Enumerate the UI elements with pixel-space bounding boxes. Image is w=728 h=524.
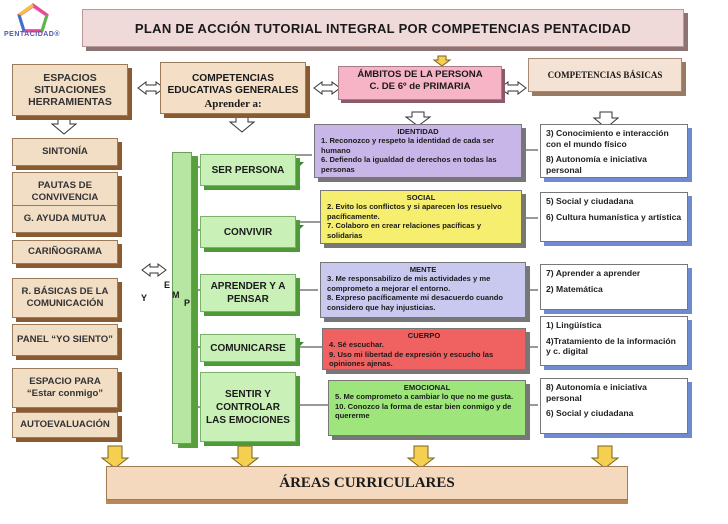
competencia-basica-line: 7) Aprender a aprender <box>546 268 641 278</box>
competencias-title: COMPETENCIAS EDUCATIVAS GENERALES <box>167 73 299 96</box>
competencia-basica-box <box>540 316 688 366</box>
competencia-basica-line: 8) Autonomía e iniciativa personal <box>546 154 647 175</box>
ambito-title: MENTE <box>409 265 437 274</box>
logo-text: PENTACIDAD® <box>3 31 61 38</box>
space-box: CARIÑOGRAMA <box>12 240 118 264</box>
competencia-basica-box <box>540 124 688 178</box>
competencia-basica-box <box>540 378 688 434</box>
ambito-title: SOCIAL <box>406 193 436 202</box>
column-letter-p: P <box>184 298 191 308</box>
ambito-box <box>320 262 526 318</box>
header-competencias <box>160 62 306 114</box>
competencia-basica-line: 4)Tratamiento de la información y c. digital <box>546 335 676 356</box>
space-box: SINTONÍA <box>12 138 118 166</box>
ambito-box <box>322 328 526 370</box>
competencia-basica-box <box>540 192 688 242</box>
space-box: PANEL “YO SIENTO” <box>12 324 118 356</box>
competencia-basica-line: 8) Autonomía e iniciativa personal <box>546 382 647 403</box>
competencia-box: APRENDER Y A PENSAR <box>200 274 296 312</box>
ambito-line: 1. Reconozco y respeto la identidad de cada ser humano <box>321 136 495 155</box>
ambito-title: CUERPO <box>407 331 441 340</box>
space-box: G. AYUDA MUTUA <box>12 205 118 233</box>
ambito-line: 7. Colaboro en crear relaciones pacíficas y solidarias <box>327 221 482 240</box>
ambito-line: 3. Me responsabilizo de mis actividades y me comprometo a mejorar el entorno. <box>327 274 491 293</box>
competencia-basica-line: 5) Social y ciudadana <box>546 196 634 206</box>
space-box: AUTOEVALUACIÓN <box>12 412 118 438</box>
header-ambitos: ÁMBITOS DE LA PERSONA C. DE 6º de PRIMARIA <box>338 66 502 100</box>
competencia-basica-line: 6) Social y ciudadana <box>546 408 634 418</box>
ambito-box <box>320 190 522 244</box>
competencia-basica-line: 6) Cultura humanística y artística <box>546 211 682 222</box>
column-letter-y: Y <box>141 293 148 303</box>
ambito-line: 4. Sé escuchar. <box>329 340 384 350</box>
competencia-basica-line: 1) Lingüística <box>546 320 602 330</box>
competencia-box: COMUNICARSE <box>200 334 296 362</box>
space-box: PAUTAS DE CONVIVENCIA <box>12 172 118 212</box>
ambito-title: EMOCIONAL <box>403 383 451 392</box>
space-box: R. BÁSICAS DE LA COMUNICACIÓN <box>12 278 118 318</box>
areas-curriculares: ÁREAS CURRICULARES <box>106 466 628 500</box>
ambito-line: 5. Me comprometo a cambiar lo que no me gusta. <box>335 392 514 402</box>
competencia-box: CONVIVIR <box>200 216 296 248</box>
column-letter-e: E <box>164 280 171 290</box>
header-espacios: ESPACIOS SITUACIONES HERRAMIENTAS <box>12 64 128 116</box>
competencias-subtitle: Aprender a: <box>204 98 262 110</box>
space-box: ESPACIO PARA “Estar conmigo” <box>12 368 118 408</box>
competencia-box: SER PERSONA <box>200 154 296 186</box>
ambito-line: 2. Evito los conflictos y si aparecen los resuelvo pacíficamente. <box>327 202 502 221</box>
ambito-box <box>314 124 522 178</box>
competencia-basica-line: 3) Conocimiento e interacción con el mundo físico <box>546 128 669 149</box>
competencia-basica-line: 2) Matemática <box>546 283 603 294</box>
ambito-box <box>328 380 526 436</box>
ambito-title: IDENTIDAD <box>397 127 439 136</box>
competencia-basica-box <box>540 264 688 310</box>
competencia-box: SENTIR Y CONTROLAR LAS EMOCIONES <box>200 372 296 442</box>
page-title: PLAN DE ACCIÓN TUTORIAL INTEGRAL POR COMPETENCIAS PENTACIDAD <box>82 9 684 47</box>
ambito-line: 8. Expreso pacíficamente mi desacuerdo cuando considero que hay injusticias. <box>327 293 503 312</box>
header-competencias-basicas: COMPETENCIAS BÁSICAS <box>528 58 682 92</box>
ambito-line: 10. Conozco la forma de estar bien conmigo y de quererme <box>335 401 512 421</box>
ambito-line: 9. Uso mi libertad de expresión y escucho las opiniones ajenas. <box>329 349 494 369</box>
column-letter-m: M <box>172 290 180 300</box>
ambito-line: 6. Defiendo la igualdad de derechos en todas las personas <box>321 155 497 174</box>
